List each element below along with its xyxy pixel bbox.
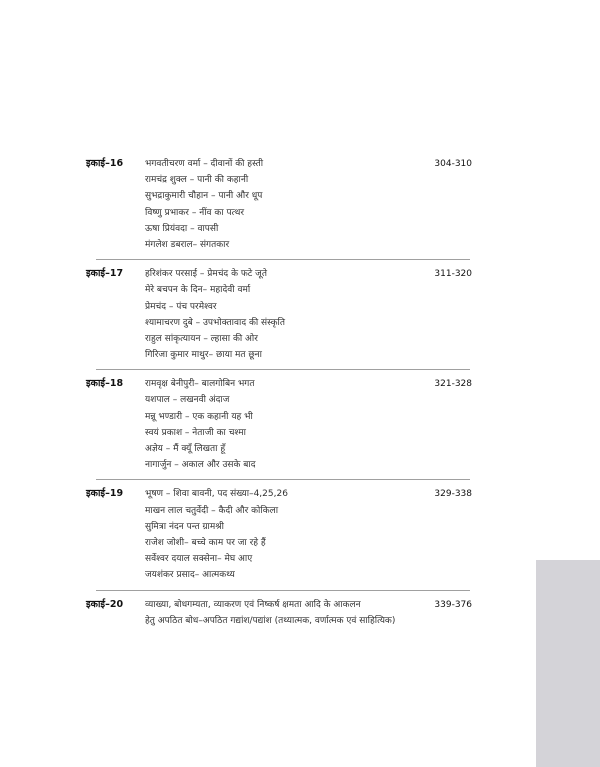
toc-entry: ऊषा प्रियंवदा – वापसी: [145, 223, 219, 234]
toc-entry: हेतु अपठित बोध–अपठित गद्यांश/पद्यांश (तथ्यात्मक, वर्णात्मक एवं साहित्यिक): [145, 615, 396, 626]
table-of-contents: [86, 150, 472, 635]
toc-entry: गिरिजा कुमार माथुर– छाया मत छूना: [145, 350, 263, 361]
toc-entry: श्यामाचरण दुबे – उपभोक्तावाद की संस्कृति: [145, 317, 286, 328]
toc-entry: सुमित्रा नंदन पन्त ग्रामश्री: [145, 521, 224, 532]
toc-unit-20: [86, 591, 472, 635]
toc-entry: व्याख्या, बोधगम्यता, व्याकरण एवं निष्कर्ष क्षमता आदि के आकलन: [145, 599, 361, 610]
unit-label: इकाई–18: [86, 378, 124, 390]
toc-entry: प्रेमचंद – पंच परमेश्वर: [145, 301, 217, 312]
toc-entry: रामवृक्ष बेनीपुरी– बालगोबिन भगत: [145, 379, 255, 390]
toc-entry: सुभद्राकुमारी चौहान – पानी और धूप: [145, 191, 263, 202]
toc-entry: माखन लाल चतुर्वेदी – कैदी और कोकिला: [145, 505, 279, 516]
toc-entry: सर्वेश्वर दयाल सक्सेना– मेघ आए: [145, 554, 253, 565]
toc-entry: भगवतीचरण वर्मा – दीवानों की हस्ती: [145, 159, 264, 169]
page-range: 304-310: [434, 159, 472, 169]
toc-entry: हरिशंकर परसाई – प्रेमचंद के फटे जूते: [145, 269, 267, 280]
toc-entry: स्वयं प्रकाश – नेताजी का चश्मा: [145, 427, 246, 438]
toc-entry: विष्णु प्रभाकर – नींव का पत्थर: [145, 207, 244, 218]
toc-entry: अज्ञेय – मैं क्यूँ लिखता हूँ: [145, 444, 226, 454]
unit-label: इकाई–20: [86, 598, 124, 610]
toc-unit-16: [86, 150, 472, 260]
page-range: 329-338: [434, 489, 472, 500]
toc-unit-17: [86, 260, 472, 370]
page-range: 311-320: [434, 269, 472, 280]
toc-entry: राजेश जोशी– बच्चे काम पर जा रहे हैं: [145, 537, 266, 548]
unit-label: इकाई–19: [86, 488, 124, 500]
toc-entry: यशपाल – लखनवी अंदाज: [145, 395, 230, 406]
page-edge-tab: [536, 560, 600, 767]
toc-entry: रामचंद्र शुक्ल – पानी की कहानी: [145, 175, 249, 186]
toc-unit-18: [86, 370, 472, 480]
toc-entry: मेरे बचपन के दिन– महादेवी वर्मा: [145, 285, 251, 296]
page-range: 321-328: [434, 379, 472, 390]
unit-label: इकाई–16: [86, 158, 124, 169]
toc-entry: नागार्जुन – अकाल और उसके बाद: [145, 460, 256, 471]
unit-label: इकाई–17: [86, 268, 124, 280]
toc-entry: मन्नू भण्डारी – एक कहानी यह भी: [145, 411, 253, 422]
toc-entry: राहुल सांकृत्यायन – ल्हासा की ओर: [145, 333, 258, 344]
toc-entry: भूषण – शिवा बावनी, पद संख्या–4,25,26: [145, 489, 288, 500]
toc-unit-19: [86, 480, 472, 590]
page-range: 339-376: [434, 599, 472, 610]
toc-entry: मंगलेश डबराल– संगतकार: [145, 239, 230, 250]
toc-entry: जयशंकर प्रसाद– आत्मकथ्य: [145, 570, 235, 581]
